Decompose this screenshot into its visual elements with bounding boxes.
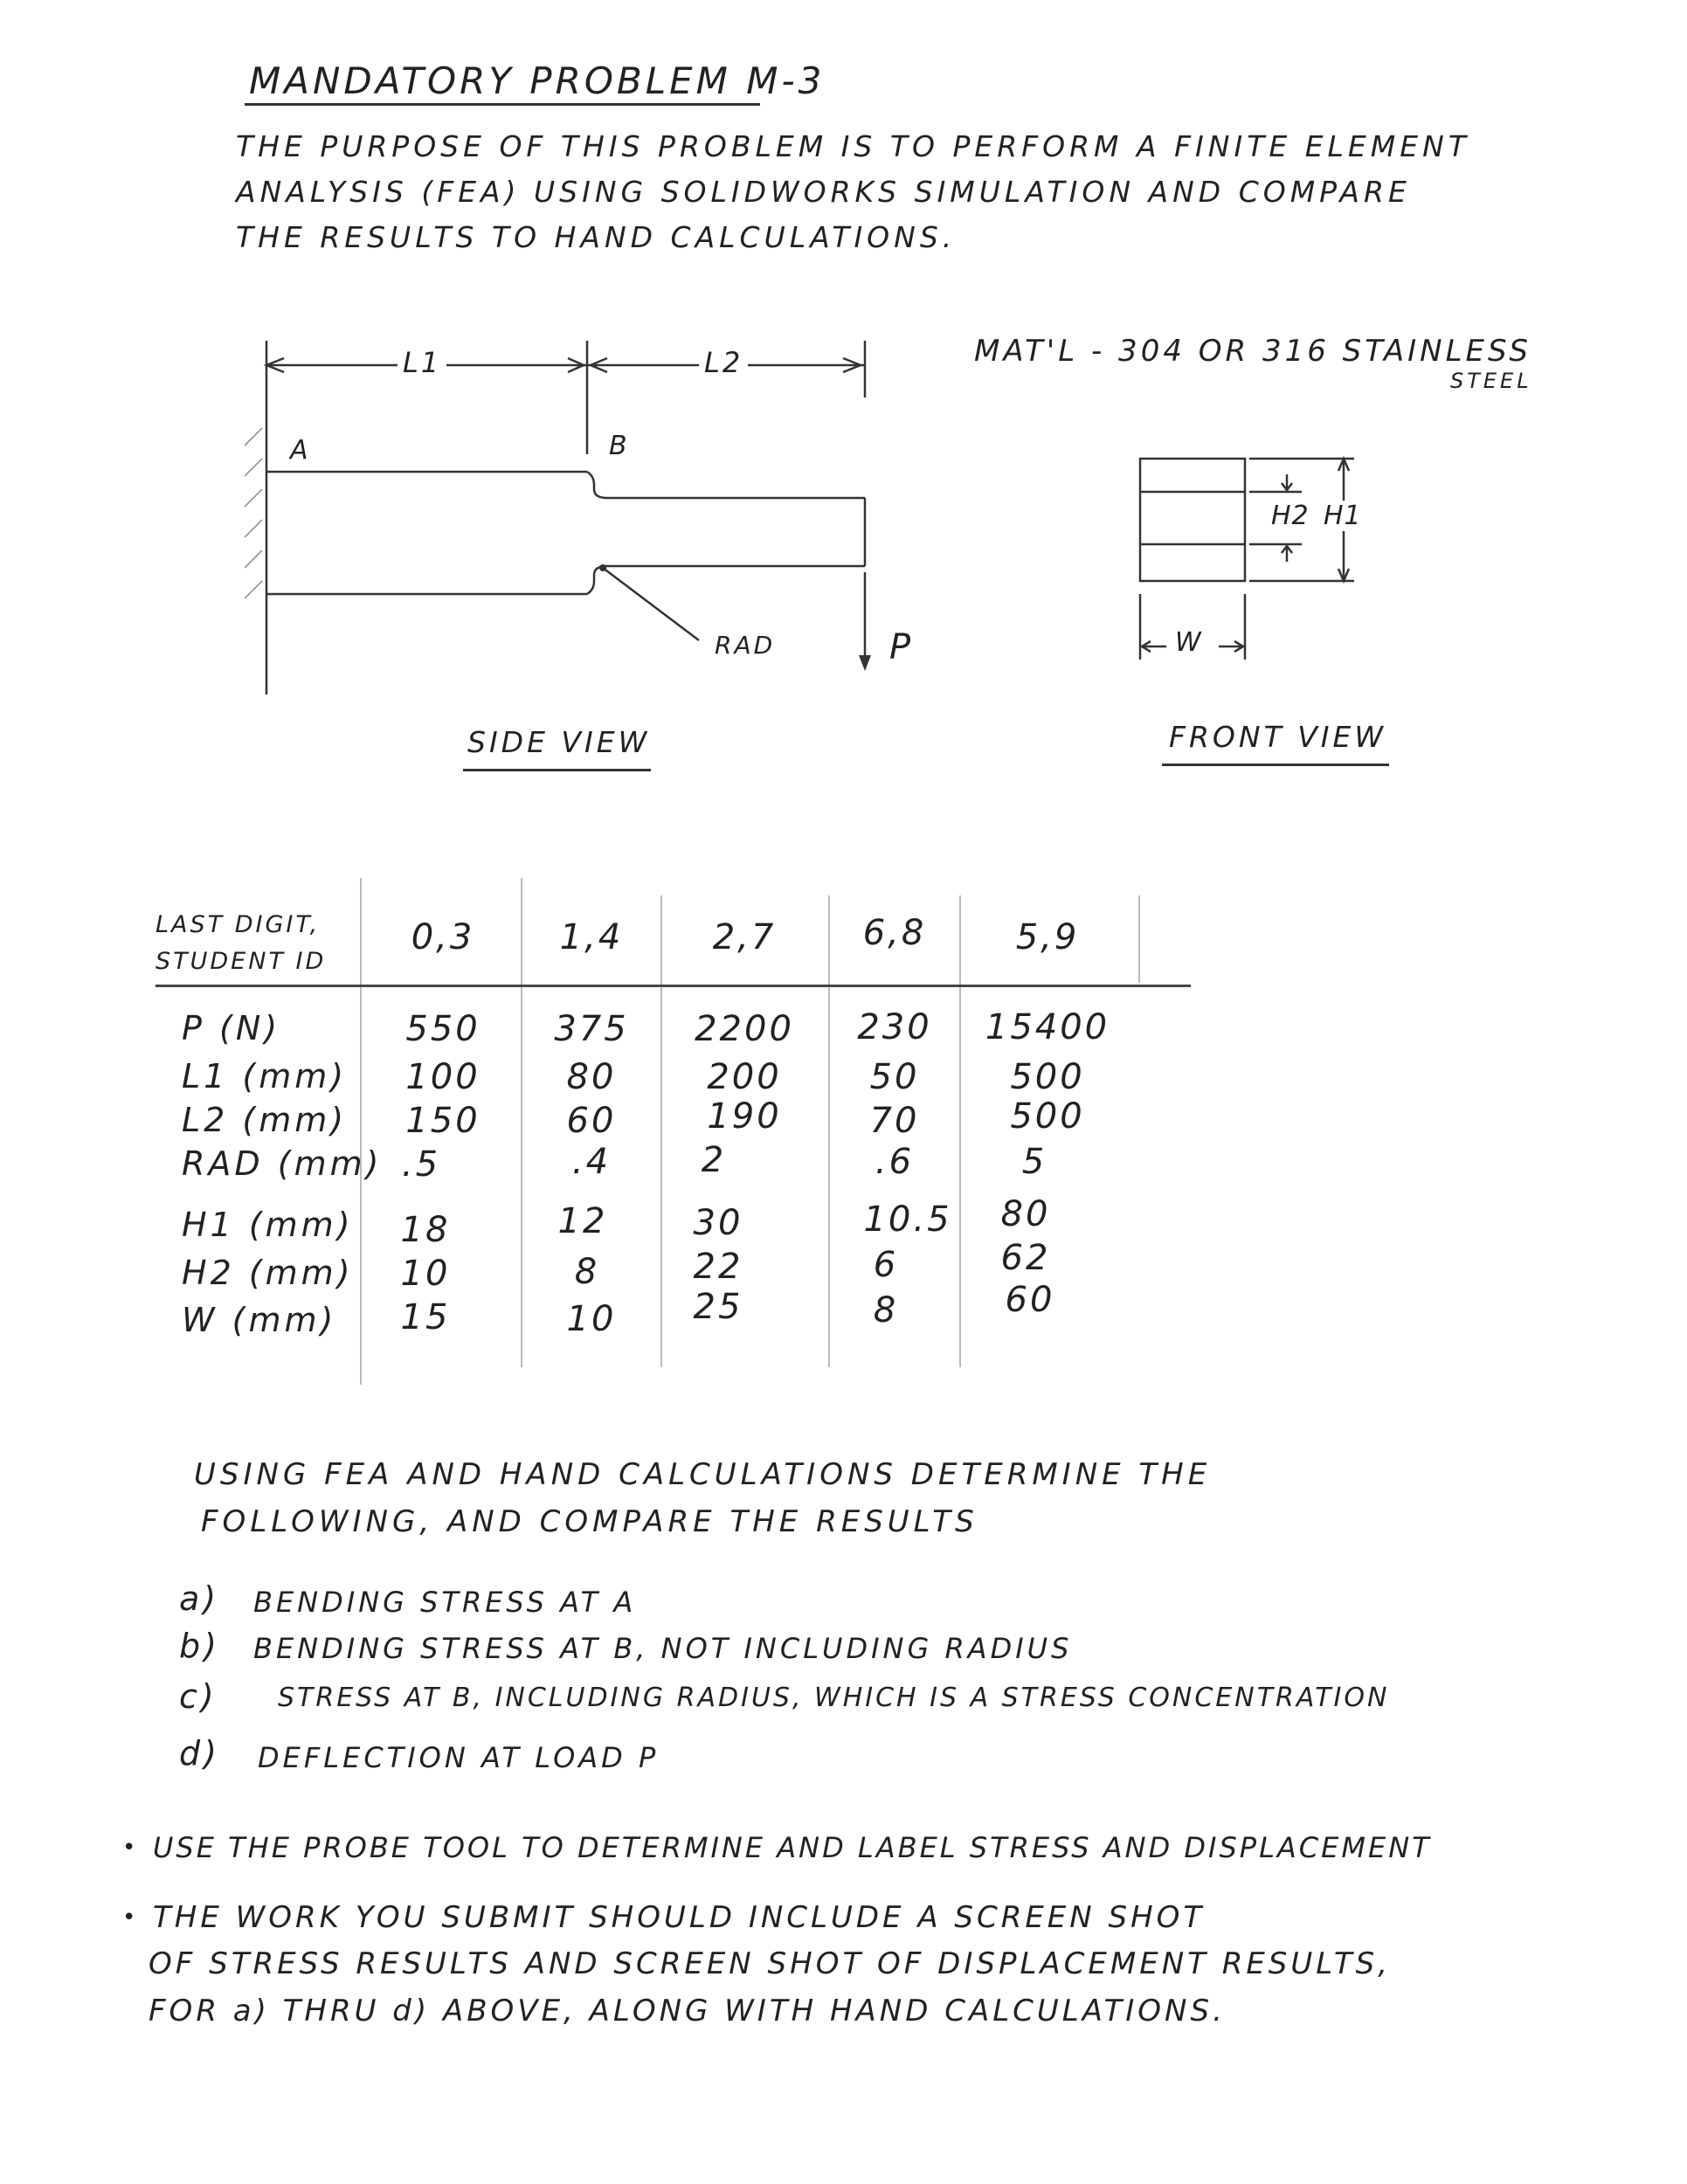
row-label: RAD (mm) <box>182 1144 383 1183</box>
table-divider <box>828 895 830 1367</box>
table-cell: 62 <box>1000 1238 1051 1278</box>
item-b: BENDING STRESS AT B, NOT INCLUDING RADIUS <box>253 1632 1073 1665</box>
table-cell: 550 <box>405 1009 481 1049</box>
table-cell: 190 <box>707 1096 782 1137</box>
table-divider <box>521 878 522 1367</box>
side-view-diagram <box>0 0 1687 786</box>
table-cell: 10 <box>400 1254 451 1294</box>
column-header: 2,7 <box>712 917 777 957</box>
material-spec: MAT'L - 304 OR 316 STAINLESS <box>974 334 1531 369</box>
bullet-probe-tool: USE THE PROBE TOOL TO DETERMINE AND LABEL STRESS AND DISPLACEMENT <box>153 1831 1432 1864</box>
item-marker-c: c) <box>179 1677 218 1716</box>
item-d: DEFLECTION AT LOAD P <box>258 1741 660 1774</box>
table-cell: 22 <box>693 1247 743 1287</box>
front-view-caption: FRONT VIEW <box>1169 720 1387 754</box>
bullet-submit-line-3: FOR a) THRU d) ABOVE, ALONG WITH HAND CALCULATIONS. <box>149 1994 1226 2028</box>
table-cell: 200 <box>707 1057 782 1097</box>
table-cell: 60 <box>566 1101 617 1141</box>
page-title: MANDATORY PROBLEM M-3 <box>249 59 826 102</box>
material-spec-cont: STEEL <box>1450 369 1532 393</box>
item-marker-a: a) <box>179 1579 220 1618</box>
column-header: 1,4 <box>559 917 624 957</box>
row-label: W (mm) <box>182 1301 337 1339</box>
table-cell: 6 <box>873 1245 899 1285</box>
column-header: 0,3 <box>411 917 475 957</box>
table-divider <box>360 878 362 1385</box>
table-cell: 60 <box>1005 1280 1055 1320</box>
intro-line-2: ANALYSIS (FEA) USING SOLIDWORKS SIMULATION AND COMPARE <box>236 175 1411 209</box>
table-cell: 2200 <box>695 1009 794 1049</box>
item-marker-d: d) <box>179 1734 220 1773</box>
table-cell: 30 <box>693 1203 743 1243</box>
table-cell: 8 <box>873 1290 899 1330</box>
row-label: L2 (mm) <box>182 1101 348 1139</box>
bullet-dot: • <box>122 1835 139 1861</box>
table-cell: 80 <box>1000 1194 1051 1234</box>
label-w: W <box>1175 627 1204 658</box>
front-view-diagram <box>1127 450 1389 677</box>
intro-line-1: THE PURPOSE OF THIS PROBLEM IS TO PERFORM A FINITE ELEMENT <box>236 129 1470 163</box>
table-cell: .4 <box>571 1142 612 1182</box>
item-a: BENDING STRESS AT A <box>253 1586 637 1619</box>
label-b: B <box>609 431 630 461</box>
table-cell: 500 <box>1010 1096 1085 1137</box>
table-cell: .6 <box>875 1142 915 1182</box>
side-view-caption: SIDE VIEW <box>467 725 651 759</box>
table-header-label: LAST DIGIT, <box>156 911 321 938</box>
table-header-rule <box>156 985 1191 987</box>
label-p: P <box>889 627 914 667</box>
side-view-caption-underline <box>463 769 651 771</box>
item-marker-b: b) <box>179 1627 220 1665</box>
table-divider <box>959 895 961 1367</box>
label-rad: RAD <box>715 631 776 660</box>
table-cell: 25 <box>693 1287 743 1327</box>
row-label: P (N) <box>182 1009 281 1047</box>
bullet-submit-line-2: OF STRESS RESULTS AND SCREEN SHOT OF DISPLACEMENT RESULTS, <box>149 1946 1392 1981</box>
task-line-1: USING FEA AND HAND CALCULATIONS DETERMINE THE <box>194 1457 1212 1492</box>
table-cell: 10.5 <box>863 1199 952 1240</box>
column-header: 6,8 <box>862 913 927 953</box>
table-cell: 10 <box>566 1299 617 1339</box>
table-cell: 2 <box>701 1140 727 1180</box>
table-cell: 18 <box>400 1210 451 1250</box>
table-cell: 5 <box>1021 1142 1047 1182</box>
table-cell: 15 <box>400 1297 451 1337</box>
table-cell: 80 <box>566 1057 617 1097</box>
table-header-label-2: STUDENT ID <box>156 948 327 975</box>
table-cell: 70 <box>869 1101 920 1141</box>
table-cell: 100 <box>405 1057 481 1097</box>
intro-line-3: THE RESULTS TO HAND CALCULATIONS. <box>236 220 957 254</box>
table-cell: 50 <box>869 1057 920 1097</box>
table-cell: 230 <box>857 1007 932 1047</box>
bullet-dot: • <box>122 1904 139 1931</box>
row-label: H1 (mm) <box>182 1206 354 1244</box>
label-h1: H1 <box>1324 501 1362 531</box>
label-a: A <box>290 435 311 466</box>
table-cell: .5 <box>401 1144 441 1185</box>
table-cell: 15400 <box>985 1007 1110 1047</box>
label-h2: H2 <box>1271 501 1310 531</box>
table-divider <box>660 895 662 1367</box>
column-header: 5,9 <box>1015 917 1080 957</box>
table-divider <box>1138 895 1140 983</box>
table-cell: 8 <box>574 1252 600 1292</box>
label-l2: L2 <box>699 346 748 379</box>
row-label: H2 (mm) <box>182 1254 354 1292</box>
table-cell: 150 <box>405 1101 481 1141</box>
item-c: STRESS AT B, INCLUDING RADIUS, WHICH IS A STRESS CONCENTRATION <box>278 1683 1390 1713</box>
front-view-caption-underline <box>1162 764 1389 766</box>
table-cell: 12 <box>557 1201 608 1241</box>
bullet-submit-line-1: THE WORK YOU SUBMIT SHOULD INCLUDE A SCREEN SHOT <box>153 1900 1206 1935</box>
label-l1: L1 <box>398 346 446 379</box>
table-cell: 500 <box>1010 1057 1085 1097</box>
row-label: L1 (mm) <box>182 1057 348 1095</box>
table-cell: 375 <box>554 1009 629 1049</box>
task-line-2: FOLLOWING, AND COMPARE THE RESULTS <box>201 1504 978 1539</box>
